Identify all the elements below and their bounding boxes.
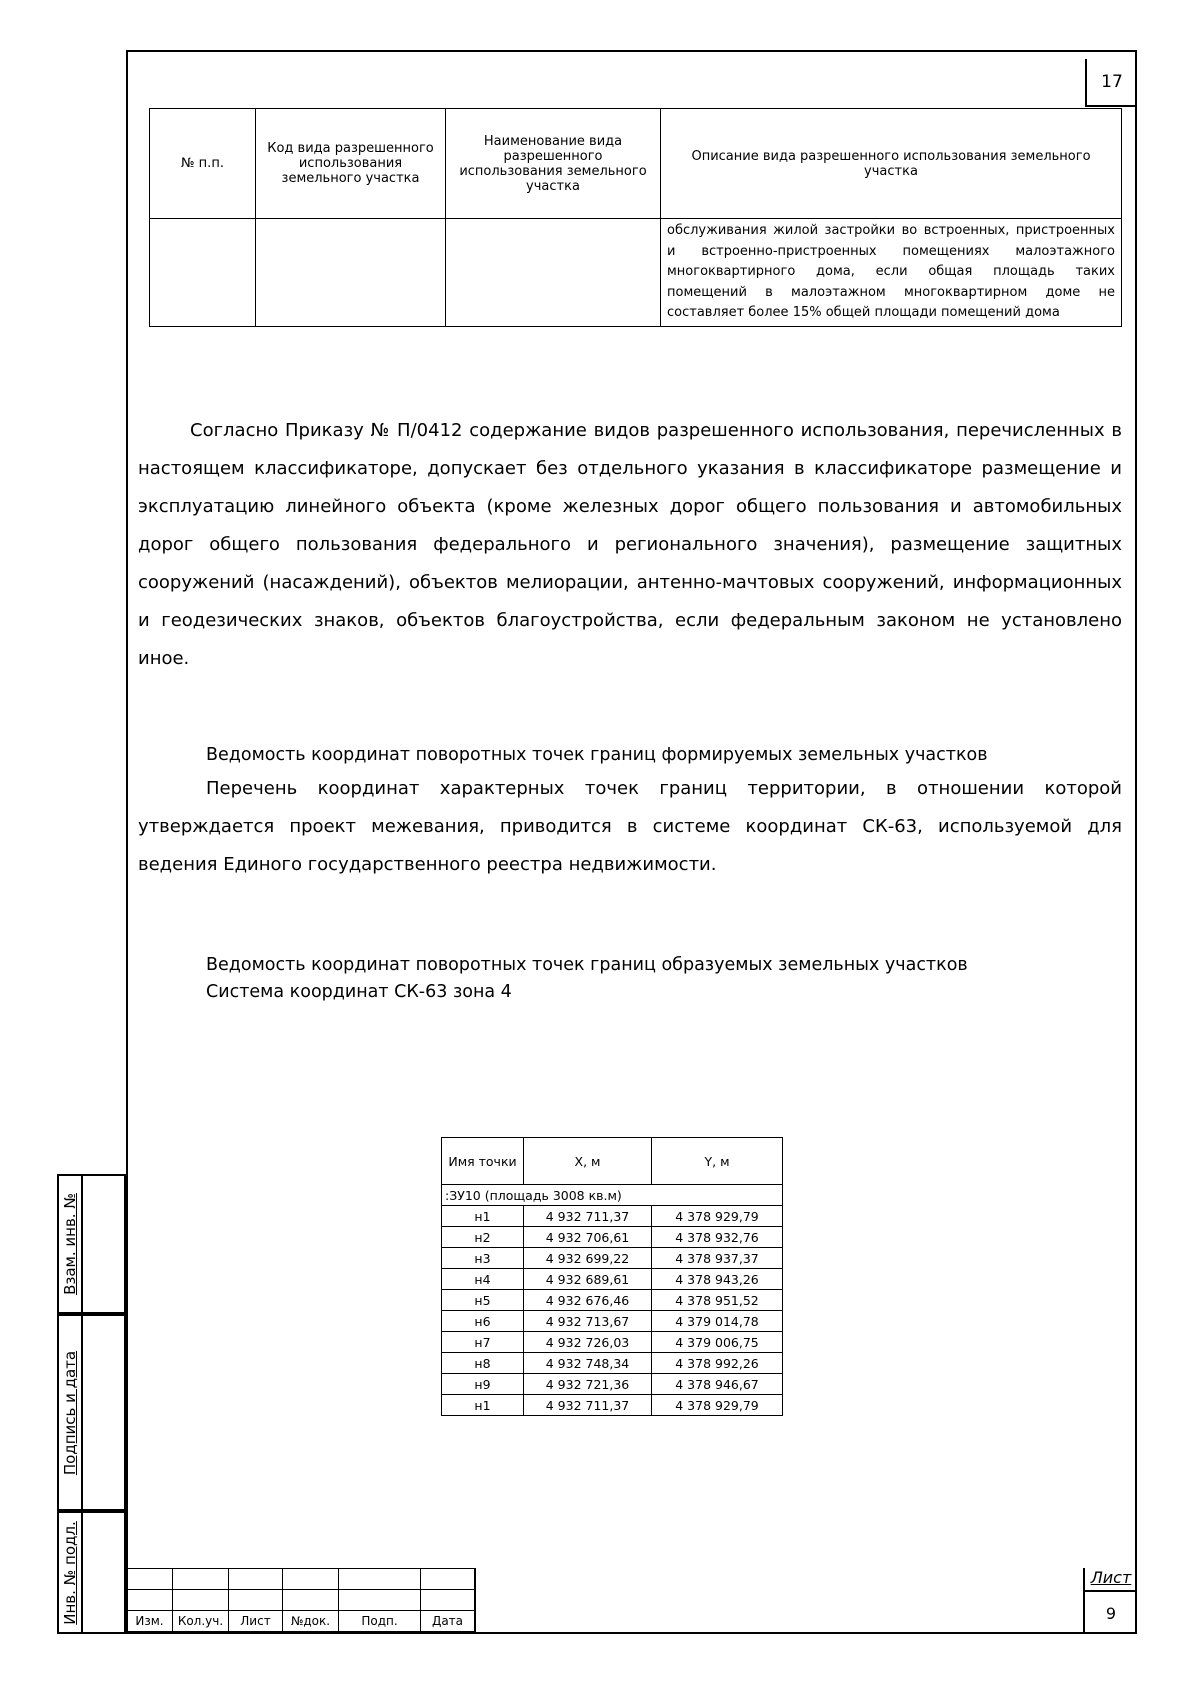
cell-y: 4 378 943,26 — [652, 1269, 783, 1290]
cell-description: обслуживания жилой застройки во встроенных, пристроенных и встроенно-пристроенных помещениях малоэтажного многоквартирного дома, если общая площадь таких помещений в малоэтажном многоквартирном доме не составляет более 15% общей площади помещений дома — [661, 219, 1122, 327]
cell-point: н4 — [442, 1269, 524, 1290]
table-row — [442, 1311, 783, 1332]
stamp-doc: №док. — [283, 1611, 339, 1632]
table-row — [442, 1269, 783, 1290]
col-header-code: Код вида разрешенного использования земельного участка — [256, 109, 446, 219]
cell-x: 4 932 721,36 — [524, 1374, 652, 1395]
side-cell-replace-inv: Взам. инв. № — [57, 1174, 83, 1314]
title-block-divider — [474, 1568, 476, 1634]
cell-point: н1 — [442, 1395, 524, 1416]
cell-x: 4 932 726,03 — [524, 1332, 652, 1353]
col-header-number: № п.п. — [150, 109, 256, 219]
cell-point: н7 — [442, 1332, 524, 1353]
table-row — [442, 1206, 783, 1227]
cell-number — [150, 219, 256, 327]
sheet-number: 9 — [1105, 1603, 1117, 1623]
cell-y: 4 378 929,79 — [652, 1395, 783, 1416]
title-block — [126, 1568, 475, 1632]
table-row — [442, 1248, 783, 1269]
cell-y: 4 378 929,79 — [652, 1206, 783, 1227]
stamp-sheet: Лист — [229, 1611, 283, 1632]
cell-x: 4 932 748,34 — [524, 1353, 652, 1374]
cell-point: н3 — [442, 1248, 524, 1269]
col-header-name: Наименование вида разрешенного использования земельного участка — [446, 109, 661, 219]
col-header-description: Описание вида разрешенного использования земельного участка — [661, 109, 1122, 219]
col-header-y: Y, м — [652, 1138, 783, 1185]
stamp-signature: Подп. — [339, 1611, 421, 1632]
side-blank-3 — [83, 1511, 126, 1634]
table-row — [442, 1374, 783, 1395]
cell-x: 4 932 711,37 — [524, 1206, 652, 1227]
stamp-count: Кол.уч. — [173, 1611, 229, 1632]
cell-point: н2 — [442, 1227, 524, 1248]
side-blank-1 — [83, 1174, 126, 1314]
col-header-point: Имя точки — [442, 1138, 524, 1185]
cell-x: 4 932 699,22 — [524, 1248, 652, 1269]
table-row — [442, 1227, 783, 1248]
paragraph-order: Согласно Приказу № П/0412 содержание видов разрешенного использования, перечисленных в настоящем классификаторе, допускает без отдельного указания в классификаторе размещение и эксплуатацию линейного объекта (кроме железных дорог общего пользования и автомобильных дорог общего пользования федерального и регионального значения), размещение защитных сооружений (насаждений), объектов мелиорации, антенно-мачтовых сооружений, информационных и геодезических знаков, объектов благоустройства, если федеральным законом не установлено иное. — [138, 420, 1122, 669]
stamp-date: Дата — [421, 1611, 475, 1632]
col-header-x: X, м — [524, 1138, 652, 1185]
table-row — [442, 1353, 783, 1374]
cell-y: 4 378 937,37 — [652, 1248, 783, 1269]
cell-name — [446, 219, 661, 327]
cell-y: 4 378 946,67 — [652, 1374, 783, 1395]
side-cell-signature-date: Подпись и дата — [57, 1314, 83, 1511]
table-row — [442, 1290, 783, 1311]
cell-x: 4 932 676,46 — [524, 1290, 652, 1311]
sheet-cell — [1083, 1568, 1137, 1634]
cell-y: 4 379 006,75 — [652, 1332, 783, 1353]
area-row: :ЗУ10 (площадь 3008 кв.м) — [442, 1185, 783, 1206]
sheet-label: Лист — [1085, 1568, 1137, 1592]
stamp-change: Изм. — [127, 1611, 173, 1632]
land-use-table — [149, 108, 1122, 327]
cell-y: 4 379 014,78 — [652, 1311, 783, 1332]
cell-x: 4 932 706,61 — [524, 1227, 652, 1248]
page-number: 17 — [1085, 59, 1137, 107]
table-row — [442, 1395, 783, 1416]
cell-x: 4 932 689,61 — [524, 1269, 652, 1290]
cell-point: н8 — [442, 1353, 524, 1374]
cell-point: н9 — [442, 1374, 524, 1395]
cell-y: 4 378 992,26 — [652, 1353, 783, 1374]
paragraph-coordinates: Перечень координат характерных точек границ территории, в отношении которой утверждается проект межевания, приводится в системе координат СК-63, используемой для ведения Единого государственного реестра недвижимости. — [138, 778, 1122, 875]
heading-coordinate-system: Система координат СК-63 зона 4 — [206, 982, 512, 1002]
side-blank-2 — [83, 1314, 126, 1511]
table-row — [442, 1332, 783, 1353]
cell-point: н5 — [442, 1290, 524, 1311]
cell-code — [256, 219, 446, 327]
cell-x: 4 932 713,67 — [524, 1311, 652, 1332]
cell-point: н6 — [442, 1311, 524, 1332]
coordinates-table — [441, 1137, 783, 1416]
cell-x: 4 932 711,37 — [524, 1395, 652, 1416]
heading-formed-plots: Ведомость координат поворотных точек границ формируемых земельных участков — [206, 745, 988, 765]
side-cell-inv-original: Инв. № подл. — [57, 1511, 83, 1634]
coordinates-body — [442, 1206, 783, 1416]
cell-y: 4 378 951,52 — [652, 1290, 783, 1311]
cell-point: н1 — [442, 1206, 524, 1227]
heading-created-plots: Ведомость координат поворотных точек границ образуемых земельных участков — [206, 955, 968, 975]
cell-y: 4 378 932,76 — [652, 1227, 783, 1248]
